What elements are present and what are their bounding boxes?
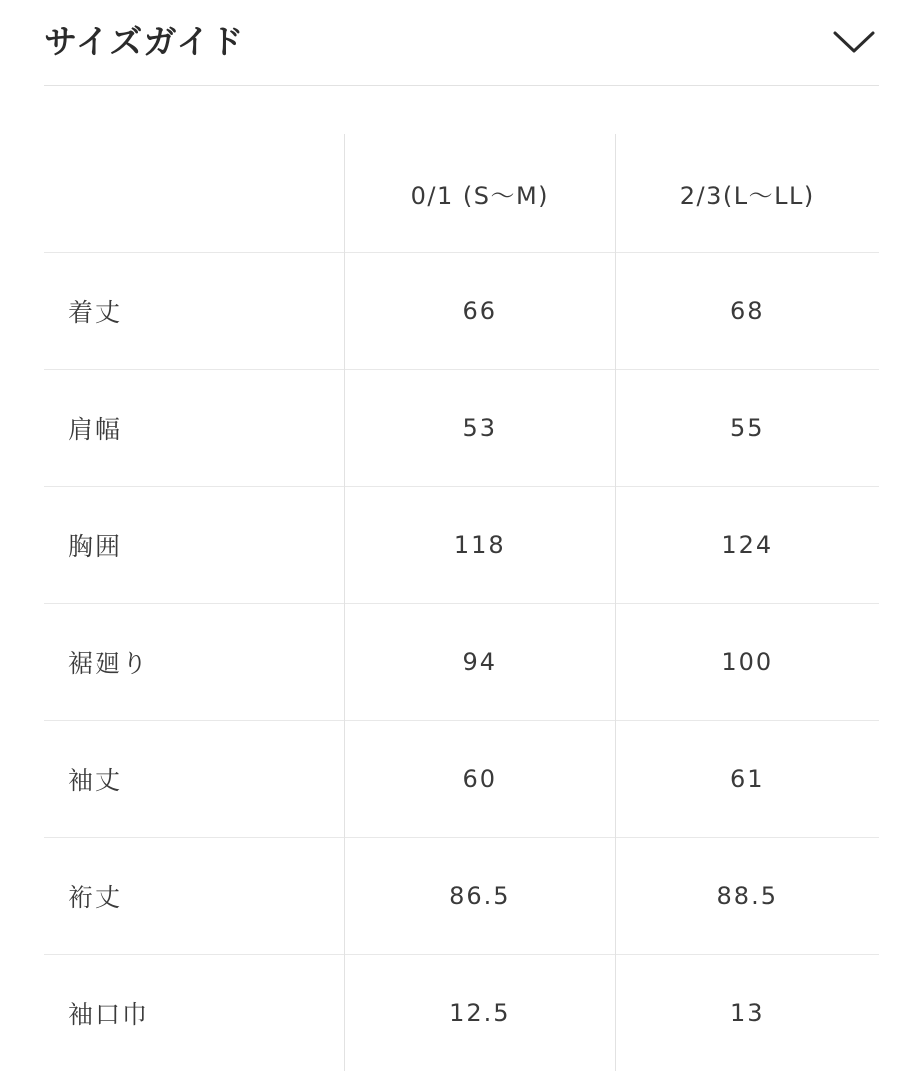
row-value-size-1: 53: [345, 370, 615, 487]
collapse-toggle-button[interactable]: [827, 22, 881, 62]
row-label: 肩幅: [44, 370, 345, 487]
page-title: サイズガイド: [44, 22, 245, 62]
row-value-size-2: 88.5: [615, 838, 879, 955]
row-value-size-1: 66: [345, 253, 615, 370]
table-row: [44, 721, 879, 838]
row-value-size-1: 94: [345, 604, 615, 721]
row-label: 裄丈: [44, 838, 345, 955]
row-value-size-2: 61: [615, 721, 879, 838]
column-header-size-1: 0/1 (S〜M): [345, 134, 615, 253]
table-header-row: [44, 134, 879, 253]
table-row: [44, 838, 879, 955]
size-guide-header[interactable]: [0, 0, 923, 80]
row-value-size-1: 12.5: [345, 955, 615, 1072]
row-value-size-1: 118: [345, 487, 615, 604]
chevron-down-icon: [832, 29, 876, 55]
row-label: 袖口巾: [44, 955, 345, 1072]
table-row: [44, 253, 879, 370]
row-value-size-1: 86.5: [345, 838, 615, 955]
row-label: 裾廻り: [44, 604, 345, 721]
row-label: 胸囲: [44, 487, 345, 604]
table-row: [44, 955, 879, 1072]
table-row: [44, 604, 879, 721]
table-row: [44, 487, 879, 604]
header-divider: [44, 85, 879, 86]
column-header-size-2: 2/3(L〜LL): [615, 134, 879, 253]
table-row: [44, 370, 879, 487]
row-value-size-1: 60: [345, 721, 615, 838]
row-value-size-2: 55: [615, 370, 879, 487]
row-value-size-2: 124: [615, 487, 879, 604]
row-value-size-2: 13: [615, 955, 879, 1072]
size-table-container: [44, 134, 879, 1071]
row-value-size-2: 68: [615, 253, 879, 370]
size-table: [44, 134, 879, 1071]
row-value-size-2: 100: [615, 604, 879, 721]
size-table-body: [44, 253, 879, 1072]
row-label: 着丈: [44, 253, 345, 370]
row-label: 袖丈: [44, 721, 345, 838]
column-header-measure: [44, 134, 345, 253]
